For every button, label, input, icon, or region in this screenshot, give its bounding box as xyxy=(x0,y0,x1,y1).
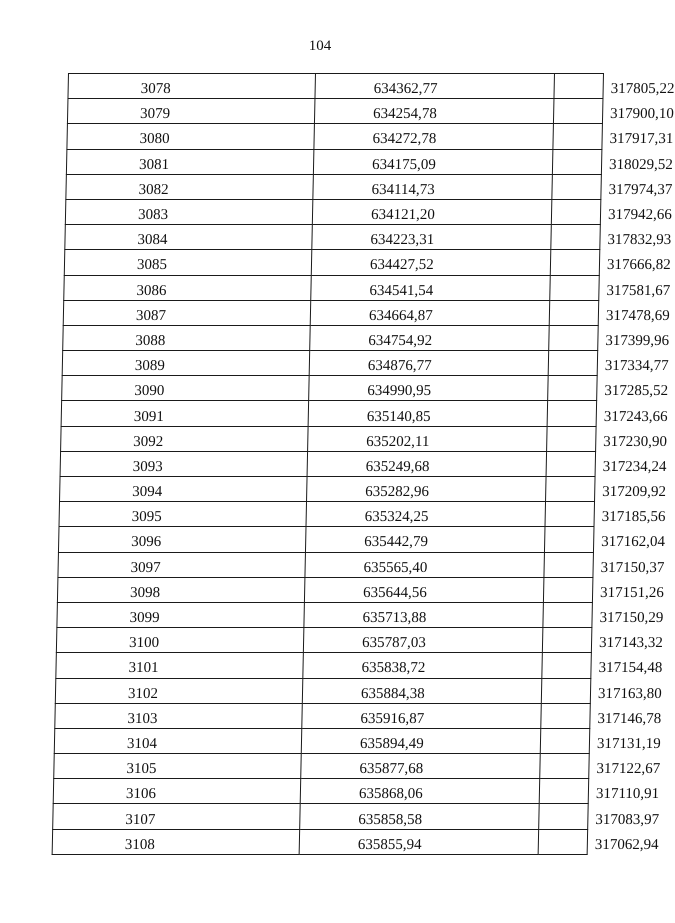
y-coordinate-cell xyxy=(541,703,662,728)
point-number-cell xyxy=(55,678,303,703)
x-coordinate-cell xyxy=(302,703,542,728)
table-row xyxy=(66,149,602,174)
y-coordinate-cell xyxy=(549,300,670,325)
point-number-cell xyxy=(58,552,306,577)
y-coordinate-cell xyxy=(544,552,665,577)
point-number-cell xyxy=(65,199,313,224)
point-number-cell xyxy=(66,149,314,174)
x-coordinate-text: 634121,20 xyxy=(370,207,435,224)
y-coordinate-text: 317062,94 xyxy=(594,836,659,853)
table-row xyxy=(62,351,598,376)
y-coordinate-text: 317478,69 xyxy=(605,307,670,324)
x-coordinate-cell xyxy=(310,300,550,325)
point-number-cell xyxy=(54,728,302,753)
x-coordinate-cell xyxy=(312,225,552,250)
x-coordinate-cell xyxy=(313,149,553,174)
table-row xyxy=(64,275,600,300)
x-coordinate-cell xyxy=(308,426,548,451)
y-coordinate-cell xyxy=(552,149,673,174)
point-number-cell xyxy=(65,225,313,250)
table-row xyxy=(52,829,588,854)
y-coordinate-text: 317399,96 xyxy=(605,332,670,349)
x-coordinate-text: 635249,68 xyxy=(365,458,430,475)
point-number-text: 3089 xyxy=(134,358,166,375)
x-coordinate-text: 635916,87 xyxy=(360,710,425,727)
y-coordinate-text: 317209,92 xyxy=(602,484,667,501)
table-row xyxy=(62,376,598,401)
point-number-cell xyxy=(63,325,311,350)
point-number-cell xyxy=(60,477,308,502)
y-coordinate-cell xyxy=(553,124,674,149)
point-number-text: 3088 xyxy=(135,332,166,349)
x-coordinate-text: 634254,78 xyxy=(372,106,438,123)
point-number-text: 3086 xyxy=(136,282,167,299)
point-number-text: 3084 xyxy=(137,232,168,249)
x-coordinate-text: 635713,88 xyxy=(362,610,427,627)
x-coordinate-cell xyxy=(310,325,550,350)
x-coordinate-text: 635855,94 xyxy=(357,836,422,853)
x-coordinate-cell xyxy=(312,199,552,224)
point-number-cell xyxy=(67,124,315,149)
y-coordinate-cell xyxy=(544,527,666,552)
x-coordinate-text: 634427,52 xyxy=(369,257,434,274)
table-row xyxy=(57,577,593,602)
y-coordinate-text: 317581,67 xyxy=(606,282,671,299)
y-coordinate-text: 317154,48 xyxy=(598,660,663,677)
point-number-text: 3080 xyxy=(139,131,170,148)
x-coordinate-cell xyxy=(300,804,540,829)
table-row xyxy=(66,174,602,199)
y-coordinate-text: 317832,93 xyxy=(607,232,672,249)
x-coordinate-text: 634272,78 xyxy=(372,131,437,148)
table-row xyxy=(67,99,603,124)
x-coordinate-text: 635884,38 xyxy=(360,685,425,702)
point-number-cell xyxy=(64,275,312,300)
y-coordinate-cell xyxy=(542,653,663,678)
y-coordinate-text: 317163,80 xyxy=(597,685,662,702)
y-coordinate-cell xyxy=(539,804,660,829)
y-coordinate-text: 317151,26 xyxy=(599,584,665,601)
point-number-text: 3105 xyxy=(126,761,157,778)
coordinates-table xyxy=(52,73,675,855)
table-row xyxy=(54,728,590,753)
x-coordinate-text: 634362,77 xyxy=(373,81,438,98)
y-coordinate-cell xyxy=(546,477,667,502)
table-row xyxy=(63,300,599,325)
point-number-cell xyxy=(66,174,314,199)
point-number-text: 3098 xyxy=(129,584,161,601)
point-number-cell xyxy=(53,779,301,804)
y-coordinate-text: 317942,66 xyxy=(607,207,672,224)
point-number-cell xyxy=(58,527,306,552)
x-coordinate-cell xyxy=(311,250,551,275)
y-coordinate-cell xyxy=(550,275,671,300)
y-coordinate-text: 317900,10 xyxy=(609,106,675,123)
y-coordinate-cell xyxy=(539,779,660,804)
point-number-text: 3096 xyxy=(130,534,162,551)
y-coordinate-text: 317083,97 xyxy=(595,811,660,828)
y-coordinate-text: 317150,29 xyxy=(599,610,664,627)
y-coordinate-cell xyxy=(546,451,667,476)
y-coordinate-text: 317917,31 xyxy=(609,131,674,148)
x-coordinate-text: 635858,58 xyxy=(358,811,423,828)
table-row xyxy=(65,199,601,224)
point-number-cell xyxy=(62,351,310,376)
x-coordinate-text: 635894,49 xyxy=(359,735,424,752)
x-coordinate-cell xyxy=(314,99,554,124)
point-number-text: 3102 xyxy=(127,685,159,702)
table-row xyxy=(60,451,596,476)
table-row xyxy=(53,779,589,804)
y-coordinate-text: 317234,24 xyxy=(602,458,667,475)
x-coordinate-text: 635282,96 xyxy=(365,484,430,501)
x-coordinate-text: 634223,31 xyxy=(370,232,435,249)
table-row xyxy=(61,426,597,451)
table-row xyxy=(64,250,600,275)
table-row xyxy=(55,678,591,703)
x-coordinate-text: 635324,25 xyxy=(364,509,429,526)
x-coordinate-text: 635202,11 xyxy=(366,433,430,450)
point-number-cell xyxy=(61,426,309,451)
point-number-cell xyxy=(67,99,315,124)
x-coordinate-text: 635140,85 xyxy=(366,408,431,425)
point-number-cell xyxy=(52,829,300,854)
x-coordinate-text: 634664,87 xyxy=(368,307,433,324)
y-coordinate-text: 317334,77 xyxy=(604,358,669,375)
y-coordinate-cell xyxy=(548,376,669,401)
x-coordinate-cell xyxy=(306,502,546,527)
point-number-text: 3099 xyxy=(129,610,160,627)
x-coordinate-cell xyxy=(303,628,543,653)
table-row xyxy=(61,401,597,426)
point-number-text: 3085 xyxy=(136,257,168,274)
x-coordinate-text: 635877,68 xyxy=(359,761,424,778)
x-coordinate-cell xyxy=(300,779,540,804)
y-coordinate-cell xyxy=(538,829,659,854)
y-coordinate-text: 317150,37 xyxy=(600,559,665,576)
point-number-cell xyxy=(56,653,304,678)
point-number-text: 3108 xyxy=(124,836,156,853)
x-coordinate-text: 635442,79 xyxy=(363,534,429,551)
coordinates-table-body xyxy=(52,74,675,855)
y-coordinate-cell xyxy=(542,628,663,653)
y-coordinate-cell xyxy=(543,577,665,602)
point-number-text: 3104 xyxy=(126,735,158,752)
x-coordinate-cell xyxy=(311,275,551,300)
x-coordinate-cell xyxy=(307,477,547,502)
y-coordinate-text: 317110,91 xyxy=(595,786,660,803)
point-number-text: 3087 xyxy=(135,307,167,324)
point-number-cell xyxy=(61,401,309,426)
y-coordinate-text: 317122,67 xyxy=(596,761,661,778)
x-coordinate-text: 635787,03 xyxy=(361,635,426,652)
point-number-text: 3100 xyxy=(128,635,160,652)
y-coordinate-cell xyxy=(547,426,668,451)
y-coordinate-text: 318029,52 xyxy=(608,156,673,173)
point-number-text: 3079 xyxy=(139,106,171,123)
y-coordinate-cell xyxy=(554,74,675,99)
y-coordinate-cell xyxy=(552,174,673,199)
table-row xyxy=(68,74,604,99)
x-coordinate-text: 634114,73 xyxy=(371,181,435,198)
point-number-cell xyxy=(57,577,305,602)
point-number-text: 3078 xyxy=(140,81,171,98)
x-coordinate-cell xyxy=(309,351,549,376)
x-coordinate-text: 634175,09 xyxy=(371,156,436,173)
point-number-cell xyxy=(63,300,311,325)
y-coordinate-cell xyxy=(551,225,672,250)
y-coordinate-text: 317666,82 xyxy=(606,257,671,274)
x-coordinate-text: 635644,56 xyxy=(362,584,428,601)
x-coordinate-cell xyxy=(308,401,548,426)
y-coordinate-cell xyxy=(543,602,664,627)
table-row xyxy=(53,804,589,829)
point-number-text: 3101 xyxy=(128,660,159,677)
point-number-text: 3090 xyxy=(134,383,165,400)
table-row xyxy=(55,703,591,728)
point-number-text: 3093 xyxy=(132,458,163,475)
x-coordinate-text: 634754,92 xyxy=(368,332,433,349)
y-coordinate-cell xyxy=(551,199,672,224)
y-coordinate-cell xyxy=(548,351,669,376)
x-coordinate-cell xyxy=(313,174,553,199)
table-row xyxy=(56,653,592,678)
y-coordinate-text: 317162,04 xyxy=(600,534,666,551)
y-coordinate-cell xyxy=(540,754,661,779)
point-number-text: 3097 xyxy=(130,559,161,576)
table-row xyxy=(60,477,596,502)
y-coordinate-text: 317285,52 xyxy=(604,383,669,400)
y-coordinate-text: 317805,22 xyxy=(610,81,675,98)
table-row xyxy=(58,527,594,552)
coordinates-table-container xyxy=(52,73,675,855)
y-coordinate-text: 317230,90 xyxy=(603,433,668,450)
point-number-text: 3091 xyxy=(133,408,164,425)
table-row xyxy=(65,225,601,250)
point-number-cell xyxy=(60,451,308,476)
y-coordinate-text: 317143,32 xyxy=(598,635,663,652)
point-number-text: 3094 xyxy=(132,484,163,501)
point-number-text: 3103 xyxy=(127,710,158,727)
table-row xyxy=(56,628,592,653)
y-coordinate-cell xyxy=(553,99,675,124)
x-coordinate-cell xyxy=(304,577,544,602)
x-coordinate-cell xyxy=(302,678,542,703)
point-number-text: 3107 xyxy=(125,811,156,828)
point-number-cell xyxy=(68,74,316,99)
point-number-cell xyxy=(53,804,301,829)
x-coordinate-cell xyxy=(299,829,539,854)
x-coordinate-cell xyxy=(307,451,547,476)
y-coordinate-text: 317185,56 xyxy=(601,509,666,526)
x-coordinate-text: 634541,54 xyxy=(369,282,434,299)
point-number-text: 3082 xyxy=(138,181,169,198)
x-coordinate-text: 635565,40 xyxy=(363,559,428,576)
point-number-cell xyxy=(56,628,304,653)
x-coordinate-cell xyxy=(303,653,543,678)
point-number-text: 3083 xyxy=(137,207,169,224)
point-number-cell xyxy=(57,602,305,627)
point-number-text: 3081 xyxy=(138,156,170,173)
x-coordinate-cell xyxy=(301,754,541,779)
y-coordinate-cell xyxy=(547,401,668,426)
point-number-cell xyxy=(54,754,302,779)
y-coordinate-cell xyxy=(550,250,671,275)
point-number-text: 3095 xyxy=(131,509,162,526)
page-number: 104 xyxy=(308,38,332,54)
x-coordinate-cell xyxy=(314,124,554,149)
point-number-cell xyxy=(64,250,312,275)
y-coordinate-text: 317146,78 xyxy=(597,710,662,727)
table-row xyxy=(59,502,595,527)
point-number-text: 3106 xyxy=(125,786,157,803)
table-row xyxy=(67,124,603,149)
point-number-cell xyxy=(62,376,310,401)
y-coordinate-cell xyxy=(545,502,666,527)
table-row xyxy=(54,754,590,779)
y-coordinate-text: 317131,19 xyxy=(596,735,661,752)
y-coordinate-cell xyxy=(540,728,661,753)
y-coordinate-text: 317974,37 xyxy=(608,181,673,198)
point-number-cell xyxy=(55,703,303,728)
y-coordinate-text: 317243,66 xyxy=(603,408,668,425)
x-coordinate-text: 635868,06 xyxy=(358,786,423,803)
x-coordinate-text: 634990,95 xyxy=(367,383,432,400)
table-row xyxy=(58,552,594,577)
y-coordinate-cell xyxy=(541,678,662,703)
table-row xyxy=(57,602,593,627)
x-coordinate-cell xyxy=(304,602,544,627)
x-coordinate-cell xyxy=(301,728,541,753)
table-row xyxy=(63,325,599,350)
x-coordinate-cell xyxy=(309,376,549,401)
x-coordinate-text: 635838,72 xyxy=(361,660,426,677)
x-coordinate-cell xyxy=(305,552,545,577)
x-coordinate-cell xyxy=(315,74,555,99)
x-coordinate-text: 634876,77 xyxy=(367,358,432,375)
point-number-cell xyxy=(59,502,307,527)
y-coordinate-cell xyxy=(549,325,670,350)
point-number-text: 3092 xyxy=(133,433,164,450)
x-coordinate-cell xyxy=(305,527,545,552)
